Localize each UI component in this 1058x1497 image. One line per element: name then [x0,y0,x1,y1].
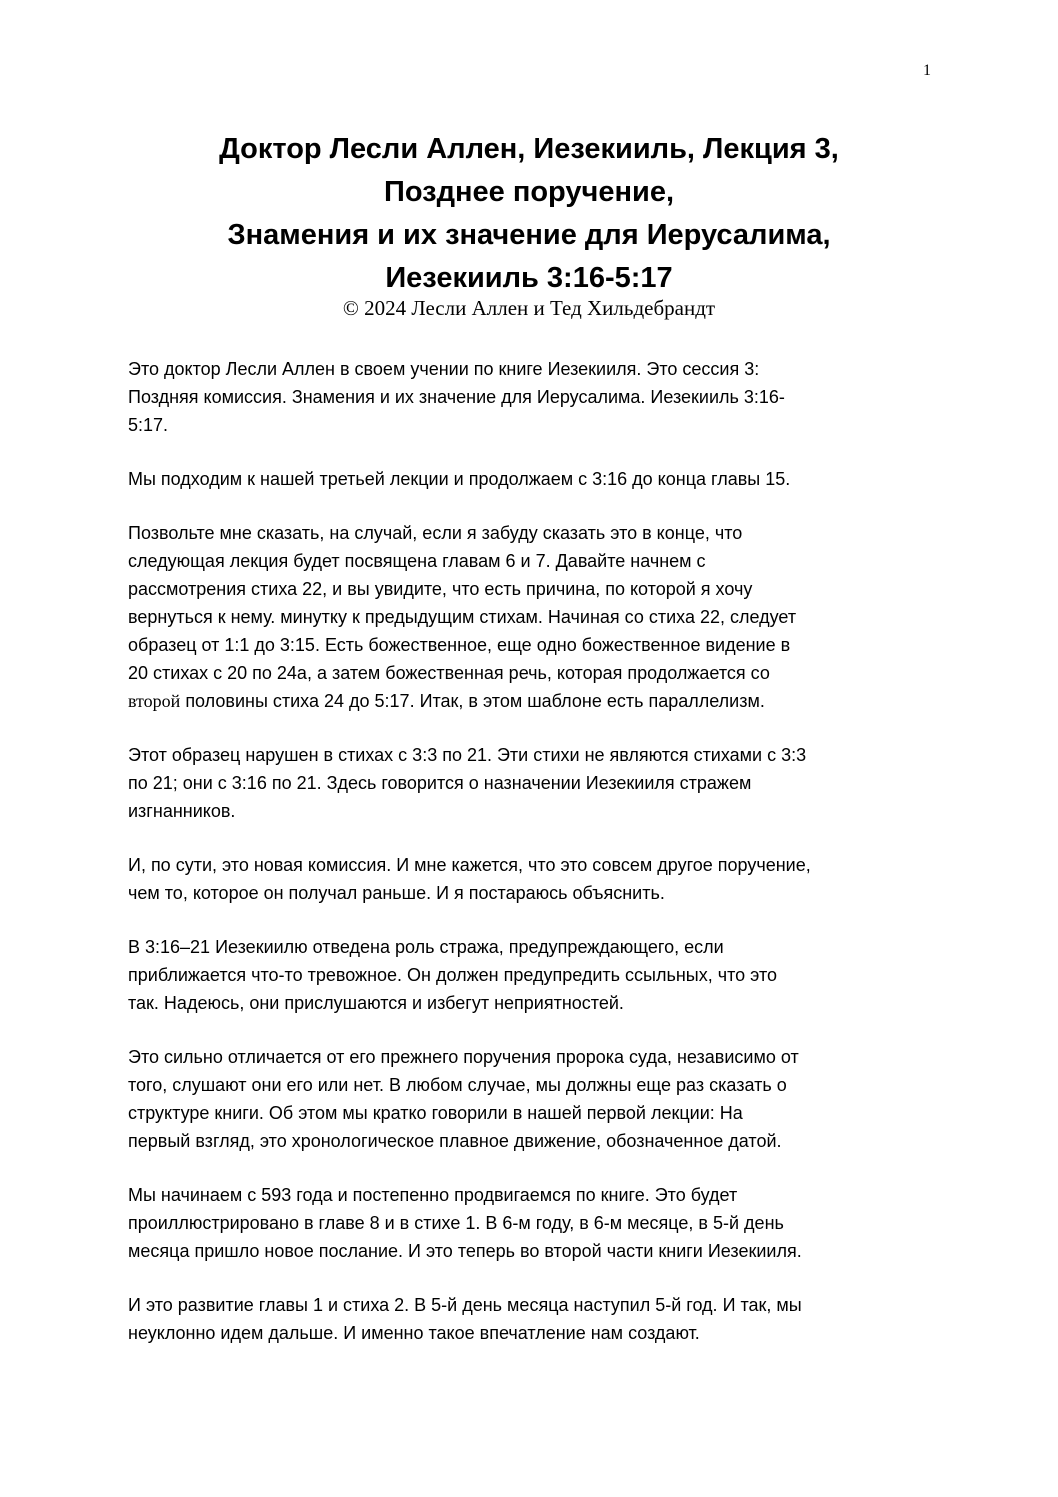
paragraph-development [128,1291,938,1347]
text-fragment-serif: второй [128,691,181,711]
title-block [0,128,1058,321]
text-line: чем то, которое он получал раньше. И я постараюсь объяснить. [128,883,665,903]
text-line: приближается что-то тревожное. Он должен предупредить ссыльных, что это [128,965,778,985]
paragraph-watchman [128,933,938,1017]
title-line: Иезекииль 3:16-5:17 [385,262,673,294]
text-line: структуре книги. Об этом мы кратко говорили в нашей первой лекции: На [128,1103,743,1123]
text-line: Мы начинаем с 593 года и постепенно продвигаемся по книге. Это будет [128,1185,738,1205]
text-line: 20 стихах с 20 по 24а, а затем божественная речь, которая продолжается со [128,663,770,683]
paragraph-pattern-broken [128,741,938,825]
text-line: И, по сути, это новая комиссия. И мне кажется, что это совсем другое поручение, [128,855,811,875]
text-line: образец от 1:1 до 3:15. Есть божественное, еще одно божественное видение в [128,635,791,655]
title-line: Позднее поручение, [383,176,674,208]
paragraph-593 [128,1181,938,1265]
text-line [128,687,938,715]
title-line: Знамения и их значение для Иерусалима, [227,219,831,251]
text-line: изгнанников. [128,801,236,821]
text-line: месяца пришло новое послание. И это теперь во второй части книги Иезекииля. [128,1241,802,1261]
page-number: 1 [923,62,931,79]
text-fragment: половины стиха 24 до 5:17. Итак, в этом шаблоне есть параллелизм. [180,691,765,711]
paragraph-verse-22 [128,519,938,715]
text-line: первый взгляд, это хронологическое плавное движение, обозначенное датой. [128,1131,782,1151]
text-line: 5:17. [128,415,169,435]
text-line: так. Надеюсь, они прислушаются и избегут неприятностей. [128,993,624,1013]
text-line: Мы подходим к нашей третьей лекции и продолжаем с 3:16 до конца главы 15. [128,469,791,489]
text-line: Это сильно отличается от его прежнего поручения пророка суда, независимо от [128,1047,799,1067]
paragraph-new-commission [128,851,938,907]
text-line: В 3:16–21 Иезекиилю отведена роль стража, предупреждающего, если [128,937,724,957]
text-line: рассмотрения стиха 22, и вы увидите, что есть причина, по которой я хочу [128,579,753,599]
title-line: Доктор Лесли Аллен, Иезекииль, Лекция 3, [219,133,839,165]
paragraph-third-lecture [128,465,938,493]
text-line: Позвольте мне сказать, на случай, если я забуду сказать это в конце, что [128,523,743,543]
body-text [128,355,938,1373]
text-line: проиллюстрировано в главе 8 и в стихе 1. В 6-м году, в 6-м месяце, в 5-й день [128,1213,784,1233]
copyright-notice: © 2024 Лесли Аллен и Тед Хильдебрандт [342,296,716,320]
text-line: И это развитие главы 1 и стиха 2. В 5-й день месяца наступил 5-й год. И так, мы [128,1295,802,1315]
paragraph-intro [128,355,938,439]
text-line: того, слушают они его или нет. В любом случае, мы должны еще раз сказать о [128,1075,787,1095]
paragraph-structure [128,1043,938,1155]
text-line: Этот образец нарушен в стихах с 3:3 по 21. Эти стихи не являются стихами с 3:3 [128,745,807,765]
text-line: Это доктор Лесли Аллен в своем учении по книге Иезекииля. Это сессия 3: [128,359,760,379]
text-line: по 21; они с 3:16 по 21. Здесь говорится о назначении Иезекииля стражем [128,773,752,793]
text-line: вернуться к нему. минутку к предыдущим стихам. Начиная со стиха 22, следует [128,607,797,627]
text-line: Поздняя комиссия. Знамения и их значение для Иерусалима. Иезекииль 3:16- [128,387,785,407]
text-line: неуклонно идем дальше. И именно такое впечатление нам создают. [128,1323,700,1343]
text-line: следующая лекция будет посвящена главам 6 и 7. Давайте начнем с [128,551,706,571]
